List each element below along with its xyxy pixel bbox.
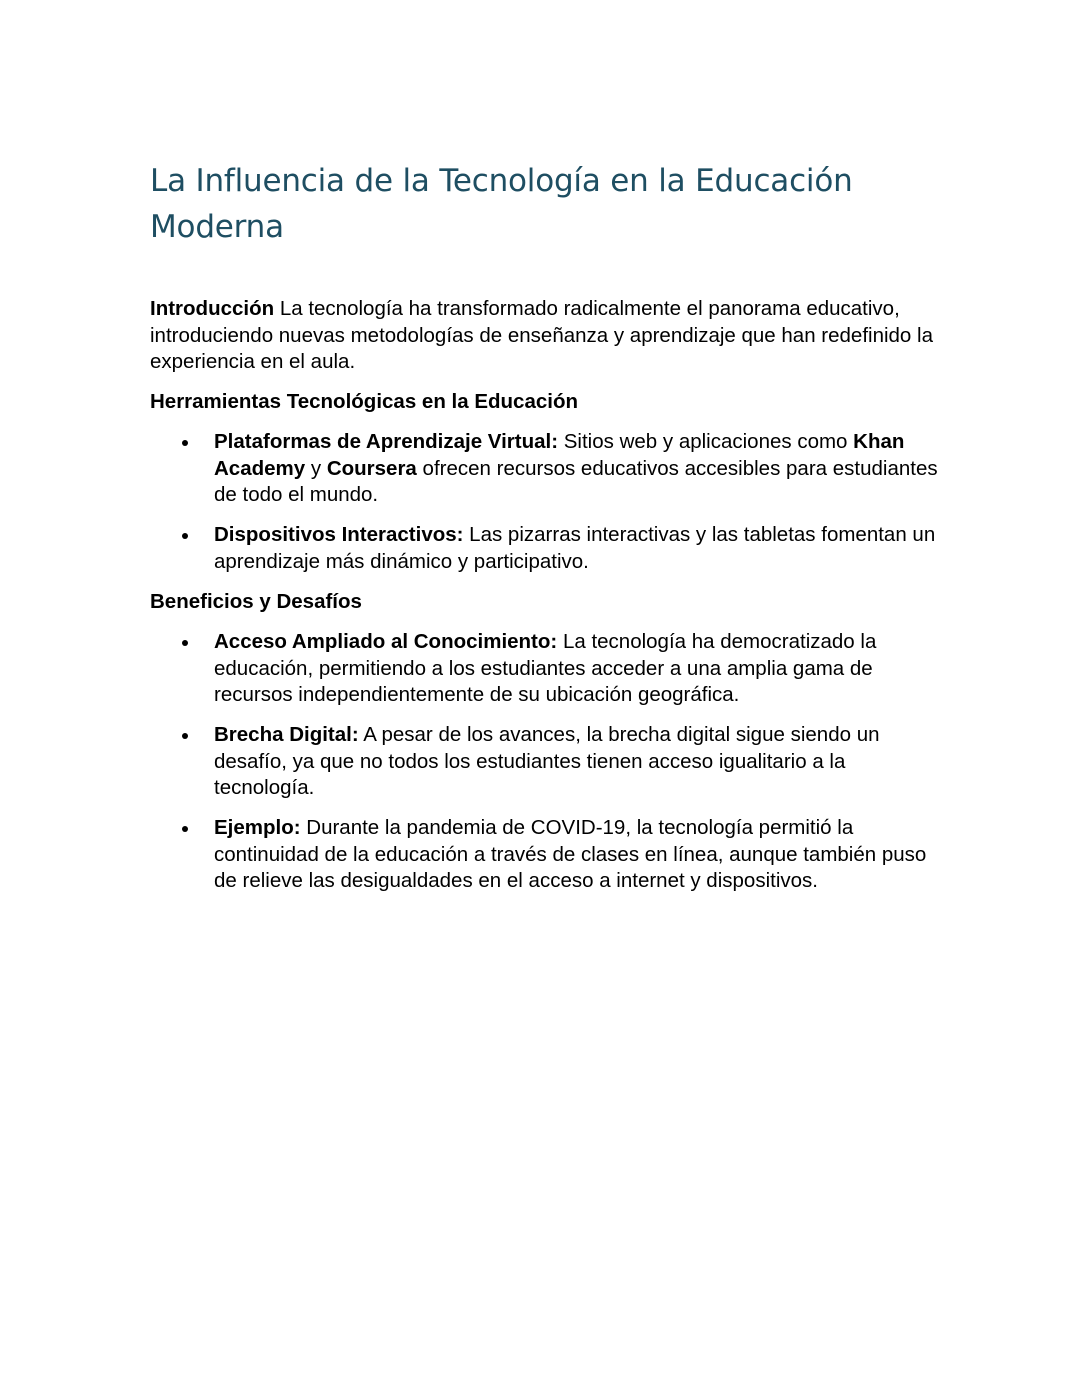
item-text: Las pizarras interactivas y las tabletas fomentan un aprendizaje más dinámico y participativo. [214,523,936,573]
bullet-icon [182,440,188,446]
item-text: Durante la pandemia de COVID-19, la tecnología permitió la continuidad de la educación a través de clases en línea, aunque también puso de relieve las desigualdades en el acceso a internet y dispositivos. [214,816,927,892]
item-text: ofrecen recursos educativos accesibles para estudiantes de todo el mundo. [214,456,938,506]
list-item [150,629,940,709]
bullet-icon [182,826,188,832]
list-item [150,722,940,802]
item-label: Dispositivos Interactivos: [214,523,464,546]
item-label: Brecha Digital: [214,723,359,746]
intro-text: La tecnología ha transformado radicalmente el panorama educativo, introduciendo nuevas metodologías de enseñanza y aprendizaje que han redefinido la experiencia en el aula. [150,297,933,373]
bullet-icon [182,640,188,646]
section-heading-tools: Herramientas Tecnológicas en la Educación [150,390,578,413]
list-item [150,522,940,575]
item-label: Ejemplo: [214,816,301,839]
section-heading-benefits: Beneficios y Desafíos [150,590,362,613]
benefits-list [150,629,940,908]
bullet-icon [182,733,188,739]
item-text: La tecnología ha democratizado la educación, permitiendo a los estudiantes acceder a una amplia gama de recursos independientemente de su ubicación geográfica. [214,630,877,706]
intro-label: Introducción [150,297,275,320]
item-emphasis: Khan Academy [214,430,905,480]
item-label: Plataformas de Aprendizaje Virtual: [214,430,559,453]
item-emphasis: Coursera [326,456,417,480]
item-label: Acceso Ampliado al Conocimiento: [214,630,558,653]
tools-list [150,429,940,589]
intro-paragraph [150,296,940,376]
list-item [150,815,940,895]
document-title: La Influencia de la Tecnología en la Educación Moderna [150,163,853,245]
item-text: Sitios web y aplicaciones como [558,430,854,453]
item-text: A pesar de los avances, la brecha digital sigue siendo un desafío, ya que no todos los estudiantes tienen acceso igualitario a la tecnología. [214,723,880,799]
list-item [150,429,940,509]
bullet-icon [182,533,188,539]
item-text: y [305,456,327,480]
